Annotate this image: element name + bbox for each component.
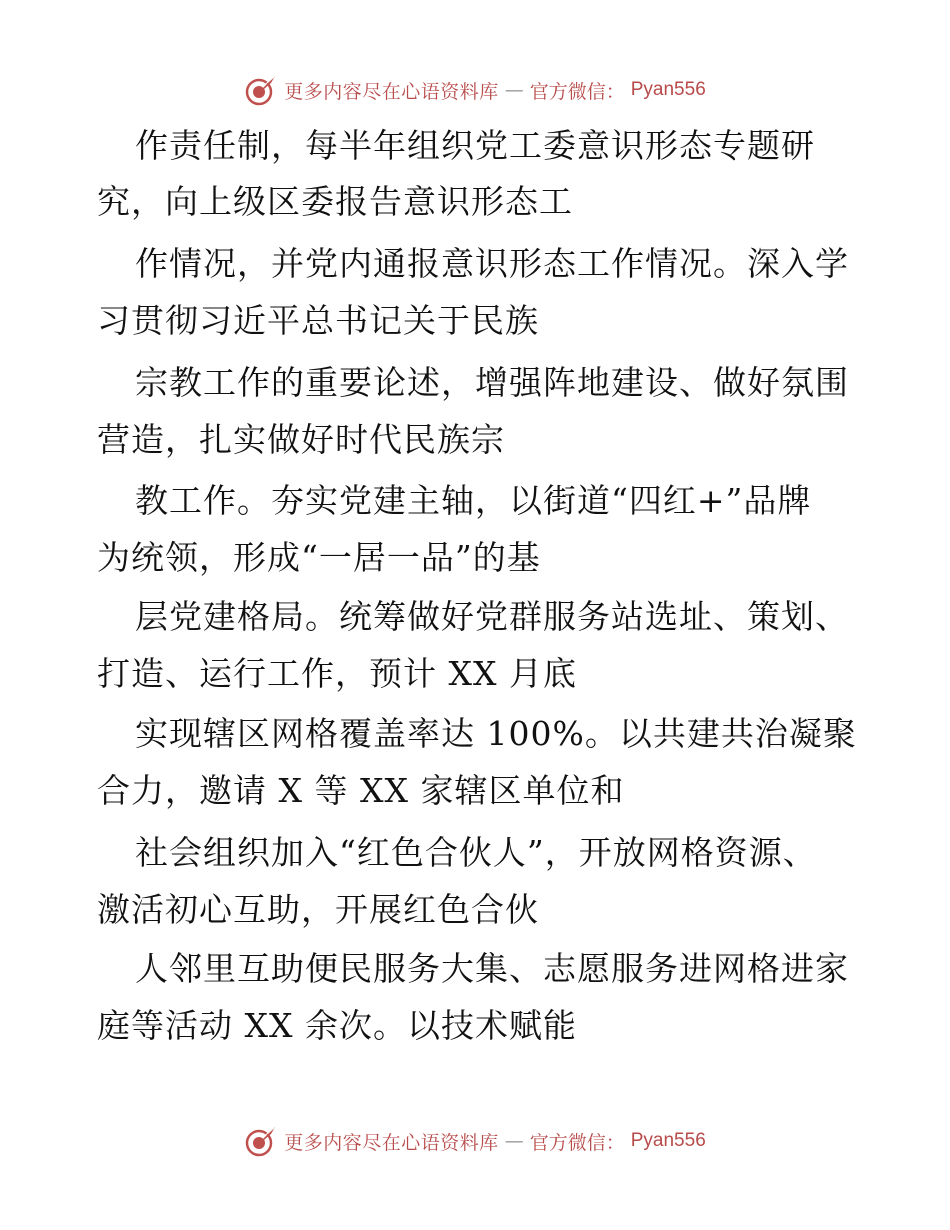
- watermark-separator: —: [504, 79, 524, 101]
- body-line: 为统领，形成“一居一品”的基: [97, 538, 541, 577]
- body-line: 层党建格局。统筹做好党群服务站选址、策划、: [135, 597, 849, 636]
- body-line: 习贯彻习近平总书记关于民族: [97, 301, 539, 340]
- header-watermark: [0, 70, 950, 110]
- body-line: 宗教工作的重要论述，增强阵地建设、做好氛围: [135, 363, 849, 402]
- body-line: 作责任制，每半年组织党工委意识形态专题研: [135, 126, 815, 165]
- body-line: 人邻里互助便民服务大集、志愿服务进网格进家: [135, 949, 849, 988]
- body-line: 庭等活动 XX 余次。以技术赋能: [97, 1006, 577, 1045]
- body-line: 实现辖区网格覆盖率达 100%。以共建共治凝聚: [135, 714, 857, 753]
- watermark-separator: —: [504, 1130, 524, 1152]
- body-line: 教工作。夯实党建主轴，以街道“四红+”品牌: [135, 481, 812, 520]
- footer-watermark: [0, 1121, 950, 1161]
- watermark-brand: 更多内容尽在心语资料库: [284, 80, 499, 103]
- body-line: 作情况，并党内通报意识形态工作情况。深入学: [135, 244, 849, 283]
- watermark-wechat-label: 官方微信：: [529, 80, 625, 103]
- watermark-brand: 更多内容尽在心语资料库: [284, 1131, 499, 1154]
- body-line: 究，向上级区委报告意识形态工: [97, 182, 573, 221]
- watermark-wechat-id: Pyan556: [630, 79, 706, 100]
- quill-logo-icon: [244, 73, 278, 107]
- body-line: 社会组织加入“红色合伙人”，开放网格资源、: [135, 833, 817, 872]
- watermark-wechat-id: Pyan556: [630, 1130, 706, 1151]
- quill-logo-icon: [244, 1124, 278, 1158]
- body-line: 打造、运行工作，预计 XX 月底: [97, 654, 577, 693]
- body-line: 合力，邀请 X 等 XX 家辖区单位和: [97, 771, 625, 810]
- watermark-wechat-label: 官方微信：: [529, 1131, 625, 1154]
- body-line: 营造，扎实做好时代民族宗: [97, 420, 505, 459]
- body-line: 激活初心互助，开展红色合伙: [97, 890, 539, 929]
